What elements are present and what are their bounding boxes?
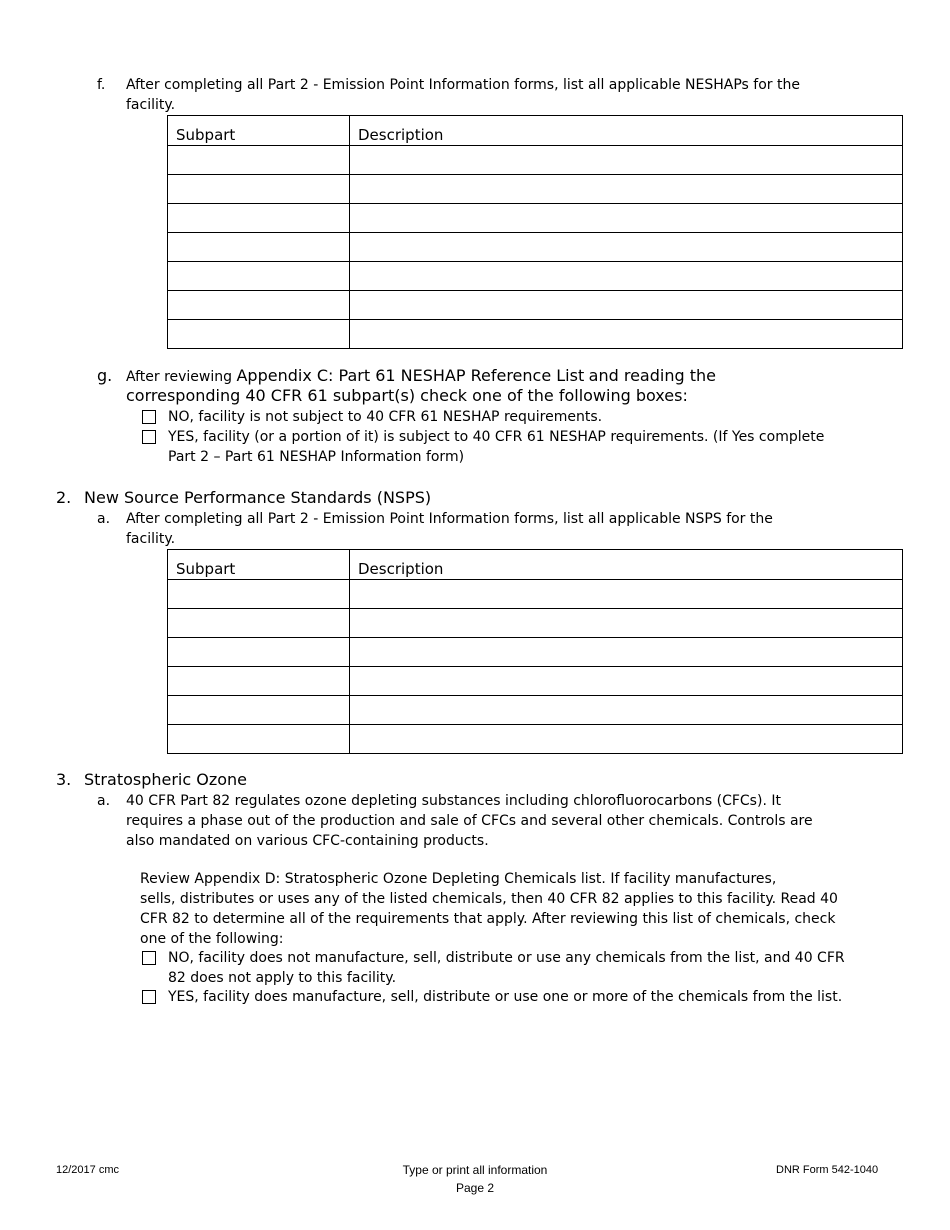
description-cell[interactable] — [350, 320, 903, 349]
description-cell[interactable] — [350, 262, 903, 291]
neshap-table — [167, 115, 903, 349]
subpart-column-header: Subpart — [168, 116, 350, 146]
subpart-cell[interactable] — [168, 291, 350, 320]
description-cell[interactable] — [350, 204, 903, 233]
nsps-instruction-line1: After completing all Part 2 - Emission Point Information forms, list all applicable NSPS for the — [126, 511, 773, 527]
section-2-title: New Source Performance Standards (NSPS) — [84, 488, 432, 507]
item-marker-g: g. — [97, 366, 113, 385]
table-row — [168, 320, 903, 349]
section-3-title: Stratospheric Ozone — [84, 770, 248, 789]
table-header-row — [168, 116, 903, 146]
part61-instruction-line1 — [126, 366, 716, 387]
appendix-d-paragraph-line1: Review Appendix D: Stratospheric Ozone Depleting Chemicals list. If facility manufactures, — [140, 871, 777, 887]
table-row — [168, 262, 903, 291]
part61-yes-checkbox[interactable] — [142, 430, 156, 444]
ozone-paragraph-line2: requires a phase out of the production and sale of CFCs and several other chemicals. Controls are — [126, 813, 813, 829]
subpart-column-header: Subpart — [168, 550, 350, 580]
description-cell[interactable] — [350, 609, 903, 638]
ozone-paragraph-line3: also mandated on various CFC-containing products. — [126, 833, 489, 849]
footer-instruction: Type or print all information — [402, 1163, 548, 1177]
nsps-instruction-line2: facility. — [126, 531, 176, 547]
ozone-paragraph-line1: 40 CFR Part 82 regulates ozone depleting substances including chlorofluorocarbons (CFCs). It — [126, 793, 781, 809]
form-number: DNR Form 542-1040 — [776, 1164, 879, 1176]
description-column-header: Description — [350, 116, 903, 146]
appendix-d-paragraph-line4: one of the following: — [140, 931, 284, 947]
description-cell[interactable] — [350, 696, 903, 725]
subpart-cell[interactable] — [168, 638, 350, 667]
item-marker-f: f. — [97, 77, 106, 93]
description-cell[interactable] — [350, 638, 903, 667]
part61-no-checkbox[interactable] — [142, 410, 156, 424]
section-2-number: 2. — [56, 488, 72, 507]
nsps-table — [167, 549, 903, 754]
description-cell[interactable] — [350, 291, 903, 320]
part61-yes-label-line1: YES, facility (or a portion of it) is subject to 40 CFR 61 NESHAP requirements. (If Yes complete — [168, 429, 825, 445]
subpart-cell[interactable] — [168, 204, 350, 233]
part61-instruction-prefix: After reviewing — [126, 369, 233, 385]
subpart-cell[interactable] — [168, 262, 350, 291]
appendix-c-reference: Appendix C: Part 61 NESHAP Reference List — [236, 366, 585, 385]
table-row — [168, 638, 903, 667]
footer-revision-date: 12/2017 cmc — [56, 1164, 119, 1176]
subpart-cell[interactable] — [168, 725, 350, 754]
table-row — [168, 696, 903, 725]
subpart-cell[interactable] — [168, 175, 350, 204]
page-number: Page 2 — [455, 1181, 495, 1195]
neshap-instruction-line2: facility. — [126, 97, 176, 113]
table-row — [168, 609, 903, 638]
table-row — [168, 667, 903, 696]
description-cell[interactable] — [350, 580, 903, 609]
subpart-cell[interactable] — [168, 609, 350, 638]
ozone-yes-label: YES, facility does manufacture, sell, distribute or use one or more of the chemicals from the list. — [168, 989, 843, 1005]
subpart-cell[interactable] — [168, 233, 350, 262]
ozone-yes-checkbox[interactable] — [142, 990, 156, 1004]
part61-instruction-line2: corresponding 40 CFR 61 subpart(s) check one of the following boxes: — [126, 386, 688, 405]
description-cell[interactable] — [350, 725, 903, 754]
appendix-d-paragraph-line3: CFR 82 to determine all of the requirements that apply. After reviewing this list of chemicals, check — [140, 911, 836, 927]
subpart-cell[interactable] — [168, 320, 350, 349]
description-cell[interactable] — [350, 667, 903, 696]
description-cell[interactable] — [350, 175, 903, 204]
neshap-instruction-line1: After completing all Part 2 - Emission Point Information forms, list all applicable NESHAPs for the — [126, 77, 800, 93]
table-row — [168, 175, 903, 204]
part61-instruction-suffix: and reading the — [588, 366, 716, 385]
description-cell[interactable] — [350, 233, 903, 262]
table-row — [168, 580, 903, 609]
ozone-no-label-line2: 82 does not apply to this facility. — [168, 970, 397, 986]
part61-yes-label-line2: Part 2 – Part 61 NESHAP Information form) — [168, 449, 465, 465]
table-row — [168, 146, 903, 175]
subpart-cell[interactable] — [168, 146, 350, 175]
table-row — [168, 204, 903, 233]
ozone-no-checkbox[interactable] — [142, 951, 156, 965]
section-3-number: 3. — [56, 770, 72, 789]
table-row — [168, 291, 903, 320]
subpart-cell[interactable] — [168, 580, 350, 609]
item-marker-3a: a. — [97, 793, 111, 809]
ozone-no-label-line1: NO, facility does not manufacture, sell, distribute or use any chemicals from the list, and 40 CFR — [168, 950, 845, 966]
part61-no-label: NO, facility is not subject to 40 CFR 61 NESHAP requirements. — [168, 409, 603, 425]
item-marker-2a: a. — [97, 511, 111, 527]
description-cell[interactable] — [350, 146, 903, 175]
table-row — [168, 233, 903, 262]
description-column-header: Description — [350, 550, 903, 580]
appendix-d-paragraph-line2: sells, distributes or uses any of the listed chemicals, then 40 CFR 82 applies to this facility. Read 40 — [140, 891, 838, 907]
subpart-cell[interactable] — [168, 667, 350, 696]
table-row — [168, 725, 903, 754]
table-header-row — [168, 550, 903, 580]
subpart-cell[interactable] — [168, 696, 350, 725]
